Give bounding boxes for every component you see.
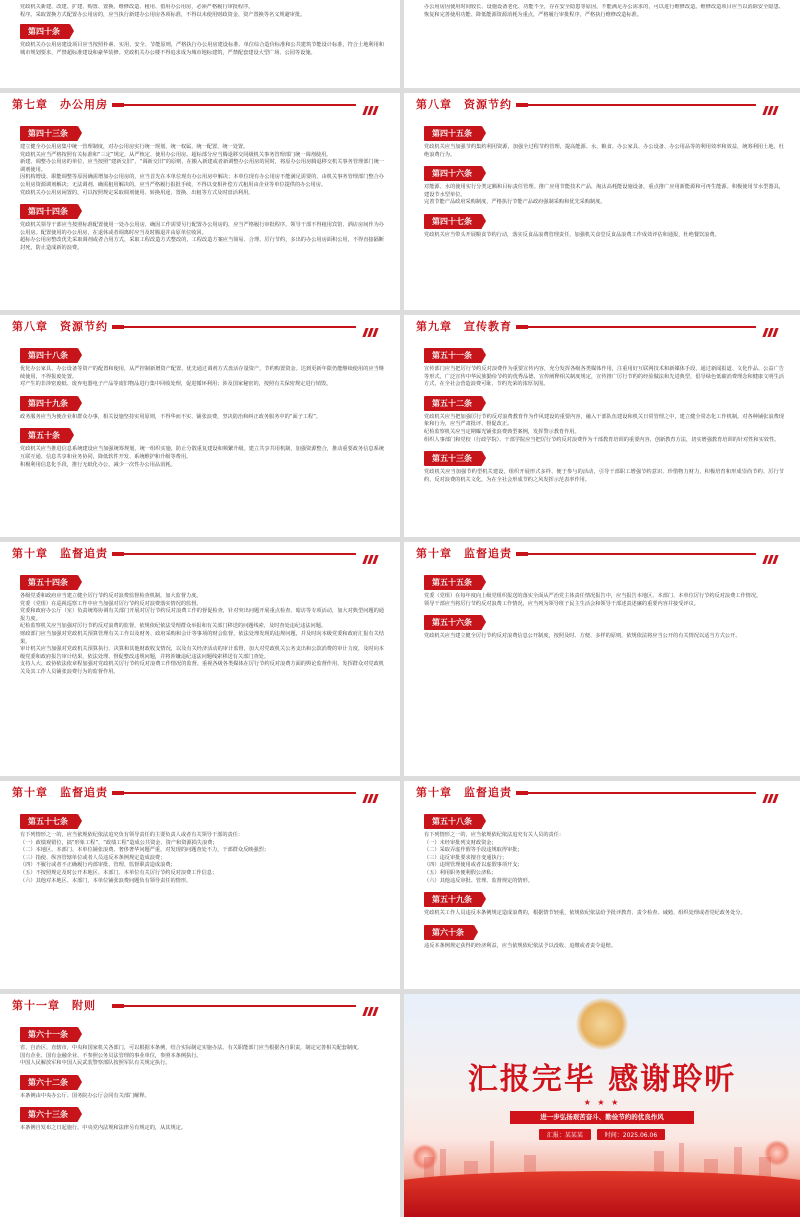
national-emblem-icon [576,998,628,1050]
paragraph: 程序。采取置换方式配置办公用房的，应当执行新建办公用房各项标准，不得以未使用财政资金、资产置换等名义规避审批。 [20,11,306,18]
article-block [424,446,784,484]
article-block [424,570,784,608]
article-block [20,1022,384,1068]
article-paragraph: 党委（党组）在巡视巡察工作中应当加强对厉行节约反对浪费落实情况的监督。 [20,600,202,607]
article-block [424,920,784,951]
article-title-badge: 第四十四条 [20,204,78,219]
article-title-badge: 第五十七条 [20,814,78,829]
stars-icon: ★ ★ ★ [583,1098,621,1107]
slide-s1-right [404,93,800,310]
article-paragraph: 党委（党组）在每年度向上级党组织报送的落实全面从严治党主体责任情况报告中，应当报告本地区、本部门、本单位厉行节约反对浪费工作情况。 [424,593,762,599]
article-block [20,19,384,57]
chapter-divider [516,104,756,106]
article-paragraph: 对能源、水的使用实行分类定额和目标责任管理。推广应用节能技术产品，淘汰高耗能设施设备，重点推广应用新能源和可再生能源。积极使用节水型器具，建设节水型单位。 [424,184,784,198]
article-block [424,391,784,444]
article-title-badge: 第五十条 [20,428,70,443]
article-title-badge: 第六十二条 [20,1075,78,1090]
article-paragraph: 中国人民解放军和中国人民武装警察部队按照军队有关规定执行。 [20,1060,171,1067]
article-title-badge: 第六十三条 [20,1107,78,1122]
article-paragraph: 党政机关工作人员违反本条例规定造成浪费的，根据情节轻重，依规依纪依法给予批评教育、责令检查、诫勉、组织处理或者党纪政务处分。 [424,910,746,917]
chapter-stripes-icon [362,100,384,109]
chapter-divider [112,1005,356,1007]
chapter-divider [516,326,756,328]
article-paragraph: 纪检监察机关应当加强对厉行节约反对浪费的监督，依规依纪依法受理群众举报和有关部门移送的问题线索，及时查处违纪违法问题。 [20,623,327,630]
chapter-title: 第十一章 附则 [12,999,96,1012]
red-wave-decoration [404,1171,800,1217]
chapter-stripes-icon [762,549,784,558]
article-paragraph: 领导干部应当将厉行节约反对浪费工作情况，应当列为领导班子民主生活会和领导干部述责述廉的重要内容并接受评议。 [424,600,699,607]
article-title-badge: 第四十九条 [20,396,78,411]
chapter-divider [112,553,356,555]
article-block [20,570,384,677]
article-paragraph: （六）其他对本地区、本部门、本单位铺张浪费问题负有领导责任的情形。 [20,877,192,884]
article-paragraph: 党政机关应当把加强厉行节约反对浪费教育作为作风建设的重要内容，融入干部队伍建设和机关日常管理之中，建立健全常态化工作机制。对各种铺张浪费现象和行为，应当严肃批评、督促改正。 [424,413,784,428]
article-paragraph: 党政机关应当推进信息系统建设应当加强统筹规划，统一组织实施，防止分散重复建设和频繁升级。建立共享共用机制，加强资源整合，推动重要政务信息系统互联互通、信息共享和业务协同，降低软件开发、系统维护和升级等费用。 [20,446,384,460]
article-title-badge: 第四十条 [20,24,70,39]
article-paragraph: 新建、调整办公用房的单位，应当按照“建新交旧”、“调新交旧”的原则，在搬入新建或者新调整办公用房的同时，将原办公用房腾退移交机关事务管理部门统一调剂使用。 [20,159,384,173]
article-paragraph: 审计机关应当加强对党政机关预算执行、决算和其他财政收支情况，以及有关经济活动的审计监督，加大对党政机关公务支出和公款消费的审计力度，及时向本级党委和政府报告审计结果，依法处理、督促整改违规问题，并将涉嫌违纪违法问题线索移送有关部门查处。 [20,646,384,660]
slide-body [424,343,784,527]
article-paragraph: 省、自治区、直辖市，中央和国家机关各部门，可以根据本条例，结合实际制定实施办法。有关职能部门应当根据各自职责，制定完善相关配套制度。 [20,1045,363,1051]
chapter-title: 第十章 监督追责 [416,786,512,799]
slide-s2-right [404,315,800,537]
article-paragraph: （一）未经审批列支财政资金； [424,839,497,846]
slide-body [20,4,384,78]
article-paragraph: 积极利用信息化手段，推行无纸化办公，减少一次性办公用品消耗。 [20,461,176,468]
chapter-header [0,542,400,564]
chapter-header [0,781,400,803]
article-paragraph: （二）本地区、本部门、本单位铺张浪费、奢侈奢华问题严重，对发现的问题查处不力，干部群众反映强烈； [20,847,270,854]
article-block [20,809,384,885]
article-paragraph: 党政机关办公用房闲置的，可以按照规定采取调剂使用、转换用途、置换、出租等方式及时盘活利用。 [20,189,254,196]
article-block [20,423,384,469]
slide-body [424,570,784,766]
slide-body [20,343,384,527]
paragraph: 党政机关新建、改建、扩建、购置、置换、维修改造、租用、借用办公用房，必须严格履行审批程序。 [20,4,254,10]
article-paragraph: 财政部门应当加强对党政机关预算管理有关工作以及财务、政府采购和会计等事项的财会监督，依法处理发现的违规问题，并及时向本级党委和政府汇报有关结果。 [20,630,384,645]
chapter-stripes-icon [362,788,384,797]
chapter-divider [516,553,756,555]
paragraph: 办公用房因使用时间较长、设施设备老化、功能不全，存在安全隐患等原因，不能满足办公需求的，可以进行维修改造。维修改造项目应当以消除安全隐患、恢复和完善使用功能、降低能源资源消耗为重点，严格履行审批程序，严格执行维修改造标准。 [424,4,784,18]
article-paragraph: 党政机关办公用房建设项目应当按照朴素、实用、安全、节能原则，严格执行办公用房建设标准、单位综合造价标准和公共建筑节能设计标准，符合土地利用和城市规划要求，严禁超标准建设和豪华装修。党政机关办公楼不得追求成为城市地标建筑，严禁配套建设大型广场、公园等设施。 [20,42,384,56]
article-paragraph: （一）政绩观错位，搞“形象工程”、“政绩工程”造成公共资金、资产和资源损失浪费； [20,839,218,846]
presenter-info [510,1129,694,1140]
article-title-badge: 第五十四条 [20,575,78,590]
article-block [424,121,784,159]
slide-s2-left [0,315,400,537]
article-paragraph: 党政机关领导干部应当按照标准配置使用一处办公用房，确因工作需要另行配置办公用房的，应当严格履行审批程序。领导干部不得租用宾馆、酒店房间作为办公用房。配置使用的办公用房，在退休或者调离时应当及时腾退并由原单位收回。 [20,222,384,236]
article-paragraph: 组织人事部门和党校（行政学院）、干部学院应当把厉行节约反对浪费作为干部教育培训的重要内容，创新教育方法，切实增强教育培训的针对性和实效性。 [424,436,780,443]
article-paragraph: 建立健全办公用房集中统一管理制度，对办公用房实行统一规划、统一权属、统一配置、统一处置。 [20,144,249,150]
article-paragraph: 有下列情形之一的，应当依规依纪依法追究负有领导责任的主要负责人或者有关领导干部的责任： [20,832,244,838]
article-paragraph: （五）不按照规定及时公开本地区、本部门、本单位有关厉行节约反对浪费工作信息； [20,869,218,876]
article-paragraph: 完善节能产品政府采购制度，严格执行节能产品政府强制采购和优先采购制度。 [424,199,606,206]
article-paragraph: 宣传部门应当把厉行节约反对浪费作为重要宣传内容，充分发挥各级各类媒体作用，注重用好互联网技术和新媒体手段，通过新闻报道、文化作品、公益广告等形式，广泛宣传中华民族勤俭节约的优秀品德，宣传阐释相关制度规定，宣传推广厉行节约的经验做法和先进典型，倡导绿色低碳消费理念和健康文明生活方式，在全社会营造浪费可耻、节约光荣的浓厚氛围。 [424,366,784,388]
chapter-header [0,93,400,115]
article-paragraph: 违反本条例规定获得的经济利益，应当依规依纪依法予以没收、追缴或者责令退赔。 [424,942,616,949]
article-paragraph: 纪检监察机关应当定期曝光铺张浪费典型案例，发挥警示教育作用。 [424,428,580,435]
article-paragraph: 支持人大、政协依法依章程加强对党政机关厉行节约反对浪费工作情况的监督。重视各级各类媒体在厉行节约反对浪费方面的舆论监督作用，发挥群众对党政机关及其工作人员铺张浪费行为的监督作用。 [20,661,384,675]
chapter-title: 第十章 监督追责 [12,786,108,799]
article-paragraph: 因机构增设、职能调整等原因确需增加办公用房的，应当首先在本单位现有办公用房中解决；本单位现有办公用房不能满足需要的，由机关事务管理部门整合办公用房资源调剂解决；无法调剂、确需租用解决的，应当严格履行报批手续，不得以变相补偿方式租用由企业等单位提供的办公用房。 [20,174,384,188]
article-title-badge: 第四十八条 [20,348,78,363]
chapter-header [404,781,800,803]
slide-s0-right [404,0,800,88]
article-paragraph: 超标办公用房整改优先采取调剂或者合用方式，采取工程改造方式整改的，工程改造方案应当简易、合理、厉行节约，多出的办公用房面积公用，不得直接隔断封死，防止造成新的浪费。 [20,237,384,251]
chapter-header [404,542,800,564]
chapter-stripes-icon [362,1001,384,1010]
article-title-badge: 第五十一条 [424,348,482,363]
slide-s0-left [0,0,400,88]
article-block [20,343,384,389]
slide-body [20,570,384,766]
article-title-badge: 第六十一条 [20,1027,78,1042]
chapter-divider [516,792,756,794]
chapter-divider [112,326,356,328]
slide-s3-right [404,542,800,776]
chapter-stripes-icon [762,322,784,331]
article-paragraph: 党政机关应当加强节约集约利用资源，加强全过程节约管理，提高能源、水、粮食、办公家具、办公设备、办公用品等的利用效率和效益，统筹利用土地，杜绝浪费行为。 [424,144,784,158]
article-block [20,199,384,252]
article-paragraph: （三）指使、纵容管辖单位或者人员违反本条例规定造成浪费； [20,854,166,861]
slide-s3-left [0,542,400,776]
article-title-badge: 第五十六条 [424,615,482,630]
slide-body [424,121,784,300]
slide-body [424,4,784,78]
article-paragraph: 有下列情形之一的，应当依规依纪依法追究有关人员的责任： [424,832,565,838]
article-paragraph: 本条例自发布之日起施行。中央党内法规和法律另有规定的，从其规定。 [20,1125,187,1132]
article-paragraph: （五）利用职务便利假公济私； [424,869,497,876]
article-title-badge: 第五十九条 [424,892,482,907]
chapter-stripes-icon [362,322,384,331]
slide-body [20,1022,384,1207]
article-block [20,1070,384,1101]
article-block [20,391,384,422]
reporter-label: 汇报：某某某 [539,1129,591,1140]
article-title-badge: 第五十五条 [424,575,482,590]
chapter-title: 第十章 监督追责 [416,547,512,560]
chapter-stripes-icon [762,788,784,797]
article-block [424,610,784,641]
chapter-title: 第十章 监督追责 [12,547,108,560]
slogan-banner: 进一步弘扬艰苦奋斗、勤俭节约的优良作风 [510,1111,694,1124]
article-paragraph: 党政机关应当带头开展粮食节约行动，落实反食品浪费管理责任，加强机关食堂反食品浪费工作成效评估和通报，杜绝餐饮浪费。 [424,231,720,238]
chapter-title: 第七章 办公用房 [12,98,108,111]
chapter-title: 第九章 宣传教育 [416,320,512,333]
chapter-title: 第八章 资源节约 [12,320,108,333]
chapter-divider [112,792,356,794]
article-block [20,1102,384,1133]
thank-you-title: 汇报完毕 感谢聆听 [467,1062,737,1097]
chapter-stripes-icon [362,549,384,558]
article-paragraph: 对产生的非涉密废纸、废弃电器电子产品等废旧物品进行集中回收处理，促进循环利用；涉及国家秘密的，按照有关保密规定进行销毁。 [20,381,332,388]
article-block [424,809,784,885]
chapter-header [404,93,800,115]
chapter-divider [112,104,356,106]
article-title-badge: 第五十二条 [424,396,482,411]
article-block [424,343,784,389]
slide-s5-left [0,994,400,1217]
article-paragraph: 党委和政府办公厅（室）负责统筹协调有关部门开展对厉行节约反对浪费工作的督促检查，针对突出问题开展重点检查、暗访等专项活动，加大对典型问题的通报力度。 [20,608,384,622]
article-paragraph: 国有企业、国有金融企业、不参照公务员法管理的事业单位，参照本条例执行。 [20,1052,202,1059]
slide-body [20,121,384,300]
article-title-badge: 第四十三条 [20,126,78,141]
article-paragraph: （六）其他违反审批、管理、监督规定的情形。 [424,877,533,884]
article-paragraph: 各级党委和政府应当建立健全厉行节约反对浪费监督检查机制，加大监督力度。 [20,593,202,599]
slide-s4-right [404,781,800,989]
article-paragraph: 政务服务应当为便企业和群众办事，相关设施坚持实用原则，不得华而不实、铺张浪费，坚决防治和纠正政务服务中的“面子工程”。 [20,413,322,420]
article-block [20,121,384,197]
article-block [424,209,784,240]
article-title-badge: 第六十条 [424,925,474,940]
article-block [424,887,784,918]
article-title-badge: 第四十六条 [424,166,482,181]
chapter-header [404,315,800,337]
date-label: 时间：2025.06.06 [597,1129,665,1140]
chapter-header [0,315,400,337]
slide-s4-left [0,781,400,989]
article-paragraph: 优化办公家具、办公设备等资产的配置和使用，从严控制新增资产配置，优先通过调剂方式盘活存量资产，节约购置资金。达到更新年限仍能继续使用的应当继续使用，不得报废处置。 [20,366,384,380]
article-paragraph: （四）违规管理使用或者以虚假事项开支； [424,862,523,869]
article-title-badge: 第五十八条 [424,814,482,829]
chapter-stripes-icon [762,100,784,109]
slide-s1-left [0,93,400,310]
article-block [424,161,784,207]
article-paragraph: 党政机关应当严格按照有关标准和“三定”规定，从严核定、使用办公用房。超标部分应当腾退移交同级机关事务管理部门统一调剂使用。 [20,151,332,158]
article-paragraph: （二）采取弄虚作假等手段违规取得审批； [424,847,523,854]
slide-thank-you [404,994,800,1217]
article-title-badge: 第四十七条 [424,214,482,229]
article-paragraph: （四）不履行或者不正确履行内部审批、管理、监督职责造成浪费； [20,862,176,869]
article-paragraph: 党政机关应当加强节约型机关建设，组织开展形式多样、便于参与的活动，引导干部职工增强节约意识、珍惜物力财力，积极培育和形成崇尚节约、厉行节约、反对浪费的机关文化，为在全社会形成节约之风发挥示范表率作用。 [424,469,784,483]
chapter-header [0,994,400,1016]
article-paragraph: （三）违反审批要求擅自变通执行； [424,854,508,861]
chapter-title: 第八章 资源节约 [416,98,512,111]
slide-body [20,809,384,979]
article-title-badge: 第四十五条 [424,126,482,141]
article-paragraph: 党政机关应当建立健全厉行节约反对浪费信息公开制度，按照及时、方便、多样的原则，依规依法将应当公开的有关情况以适当方式公开。 [424,633,741,640]
article-title-badge: 第五十三条 [424,451,482,466]
slide-body [424,809,784,979]
article-paragraph: 本条例由中央办公厅、国务院办公厅会同有关部门解释。 [20,1092,150,1099]
